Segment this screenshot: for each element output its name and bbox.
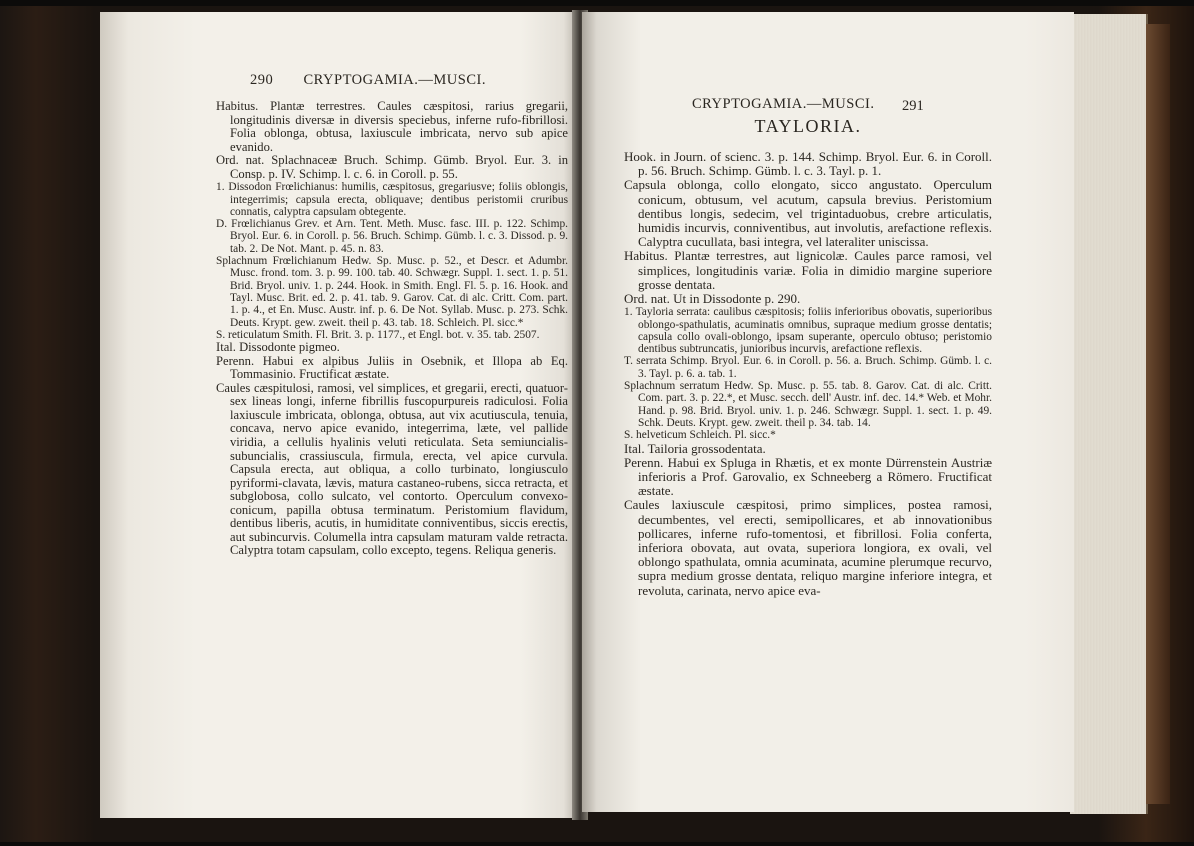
right-paragraph: Hook. in Journ. of scienc. 3. p. 144. Schimp. Bryol. Eur. 6. in Coroll. p. 56. Bruch. Schimp. Gümb. l. c. 3. Tayl. p. 1. xyxy=(624,149,992,179)
left-paragraph: Perenn. Habui ex alpibus Juliis in Osebnik, et Illopa ab Eq. Tommasinio. Fructificat æstate. xyxy=(216,353,568,382)
left-paragraph: Splachnum Frœlichianum Hedw. Sp. Musc. p. 52., et Descr. et Adumbr. Musc. frond. tom. 3. p. 99. 100. tab. 40. Schwægr. Suppl. 1. sect. 1. p. 51. Brid. Bryol. univ. 1. p. 244. Hook. in Smith. Engl. Fl. 5. p. 16. Hook. and Tayl. Musc. Brit. ed. 2. p. 41. tab. 9. Garov. Cat. di alc. Critt. Com. part. 1. p. 4., et En. Musc. Austr. inf. p. 6. De Not. Syllab. Musc. p. 273. Schk. Deuts. Krypt. gew. zweit. theil p. 43. tab. 18. Schleich. Pl. sicc.* xyxy=(216,255,568,329)
right-paragraph: Ord. nat. Ut in Dissodonte p. 290. xyxy=(624,291,801,307)
left-paragraph: D. Frœlichianus Grev. et Arn. Tent. Meth. Musc. fasc. III. p. 122. Schimp. Bryol. Eur. 6. in Coroll. p. 56. Bruch. Schimp. Gümb. l. c. 3. Dissod. p. 9. tab. 2. De Not. Mant. p. 45. n. 83. xyxy=(216,218,568,255)
left-page-number: 290 xyxy=(250,72,274,88)
left-running-head xyxy=(250,72,486,89)
right-text-column xyxy=(624,150,992,598)
right-paragraph: Perenn. Habui ex Spluga in Rhætis, et ex monte Dürrenstein Austriæ inferioris a Prof. Garovalio, ex Schneeberg a Römero. Fructificat æstate. xyxy=(624,454,992,499)
right-page xyxy=(582,12,1074,812)
right-paragraph: Habitus. Plantæ terrestres, aut lignicolæ. Caules parce ramosi, vel simplices, longitudinis variæ. Folia in dimidio margine superiore grosse dentata. xyxy=(624,248,992,292)
right-paragraph: T. serrata Schimp. Bryol. Eur. 6. in Coroll. p. 56. a. Bruch. Schimp. Gümb. l. c. 3. Tayl. p. 6. a. tab. 1. xyxy=(624,355,992,380)
left-page xyxy=(100,12,578,818)
left-paragraph: 1. Dissodon Frœlichianus: humilis, cæspitosus, gregariusve; foliis oblongis, integerrimis; capsula erecta, obliquave; dentibus peristomii cruribus connatis, calyptra capsulam obtegente. xyxy=(216,181,568,218)
right-paragraph: Caules laxiuscule cæspitosi, primo simplices, postea ramosi, decumbentes, vel erecti, semipollicares, et ab innovationibus pollicares, inferne rufo-tomentosi, et fibrillosi. Folia conferta, inferiora obovata, aut ovata, superiora longiora, ex ovali, vel oblongo spathulata, omnia acuminata, acumine plerumque recurvo, supra medium grosse dentata, reliquo margine inferiore integra, et revoluta, carinata, nervo apice eva- xyxy=(624,497,992,598)
right-paragraph: Ital. Tailoria grossodentata. xyxy=(624,440,766,456)
left-paragraph: Ord. nat. Splachnaceæ Bruch. Schimp. Gümb. Bryol. Eur. 3. in Consp. p. IV. Schimp. l. c. 6. in Coroll. p. 55. xyxy=(216,153,568,181)
book-spine-edge xyxy=(1146,24,1170,804)
right-page-number: 291 xyxy=(902,98,924,114)
genus-title: TAYLORIA. xyxy=(754,116,862,136)
left-running-head-title: CRYPTOGAMIA.—MUSCI. xyxy=(303,72,486,88)
left-paragraph: Caules cæspitulosi, ramosi, vel simplices, et gregarii, erecti, quatuor-sex lineas longi, inferne fibrillis fuscopurpureis radiculosi. Folia laxiuscule imbricata, oblonga, obtusa, aut vix acutiuscula, tenuia, concava, nervo apice evanido, integerrima, læte, vel pallide viridia, a cellulis hyalinis veluti reticulata. Seta semiuncialis-subuncialis, crassiuscula, firmula, erecta, vel apice curvula. Capsula erecta, aut obliqua, a collo turbinato, longiusculo pyriformi-clavata, lævis, matura castaneo-rubens, sicca retracta, et subglobosa, collo sulcato, vel contorto. Operculum convexo-conicum, papilla obtusa terminatum. Peristomium flavidum, dentibus liberis, acutis, in humiditate conniventibus, siccis erectis, aut subincurvis. Columella intra capsulam maturam valde retracta. Calyptra totam capsulam, collo excepto, tegens. Reliqua generis. xyxy=(216,380,568,558)
right-paragraph: S. helveticum Schleich. Pl. sicc.* xyxy=(624,429,776,442)
left-paragraph: S. reticulatum Smith. Fl. Brit. 3. p. 1177., et Engl. bot. v. 35. tab. 2507. xyxy=(216,328,540,341)
left-text-column xyxy=(216,100,568,558)
page-edges xyxy=(1070,14,1148,814)
right-running-head xyxy=(692,96,874,113)
left-paragraph: Habitus. Plantæ terrestres. Caules cæspitosi, rarius gregarii, longitudinis diversæ in diversis speciebus, inferne rufo-fibrillosi. Folia oblonga, obtusa, laxiuscule imbricata, nervo sub apice evanido. xyxy=(216,99,568,154)
right-paragraph: Splachnum serratum Hedw. Sp. Musc. p. 55. tab. 8. Garov. Cat. di alc. Critt. Com. part. 3. p. 22.*, et Musc. secch. dell' Austr. inf. dec. 14.* Web. et Mohr. Hand. p. 98. Brid. Bryol. univ. 1. p. 246. Schwægr. Suppl. 1. sect. 1. p. 49. Schk. Deuts. Krypt. gew. zweit. theil p. 34. tab. 14. xyxy=(624,380,992,429)
right-running-head-title: CRYPTOGAMIA.—MUSCI. xyxy=(692,96,875,112)
right-paragraph: Capsula oblonga, collo elongato, sicco angustato. Operculum conicum, obtusum, vel acutum, capsula brevius. Peristomium dentibus longis, sedecim, vel trigintaduobus, crebre articulatis, humidis incurvis, conniventibus, aut involutis, arefactione reflexis. Calyptra cucullata, basi integra, vel lateraliter uniscissa. xyxy=(624,177,992,250)
left-paragraph: Ital. Dissodonte pigmeo. xyxy=(216,340,340,355)
right-paragraph: 1. Tayloria serrata: caulibus cæspitosis; foliis inferioribus obovatis, superioribus oblongo-spathulatis, acuminatis omnibus, supraque medium grosse dentatis; capsula collo ovali-oblongo, ipsam superante, operculo obtuso; peristomio dentibus subtruncatis, junioribus incurvis, arefactione reflexis. xyxy=(624,306,992,356)
